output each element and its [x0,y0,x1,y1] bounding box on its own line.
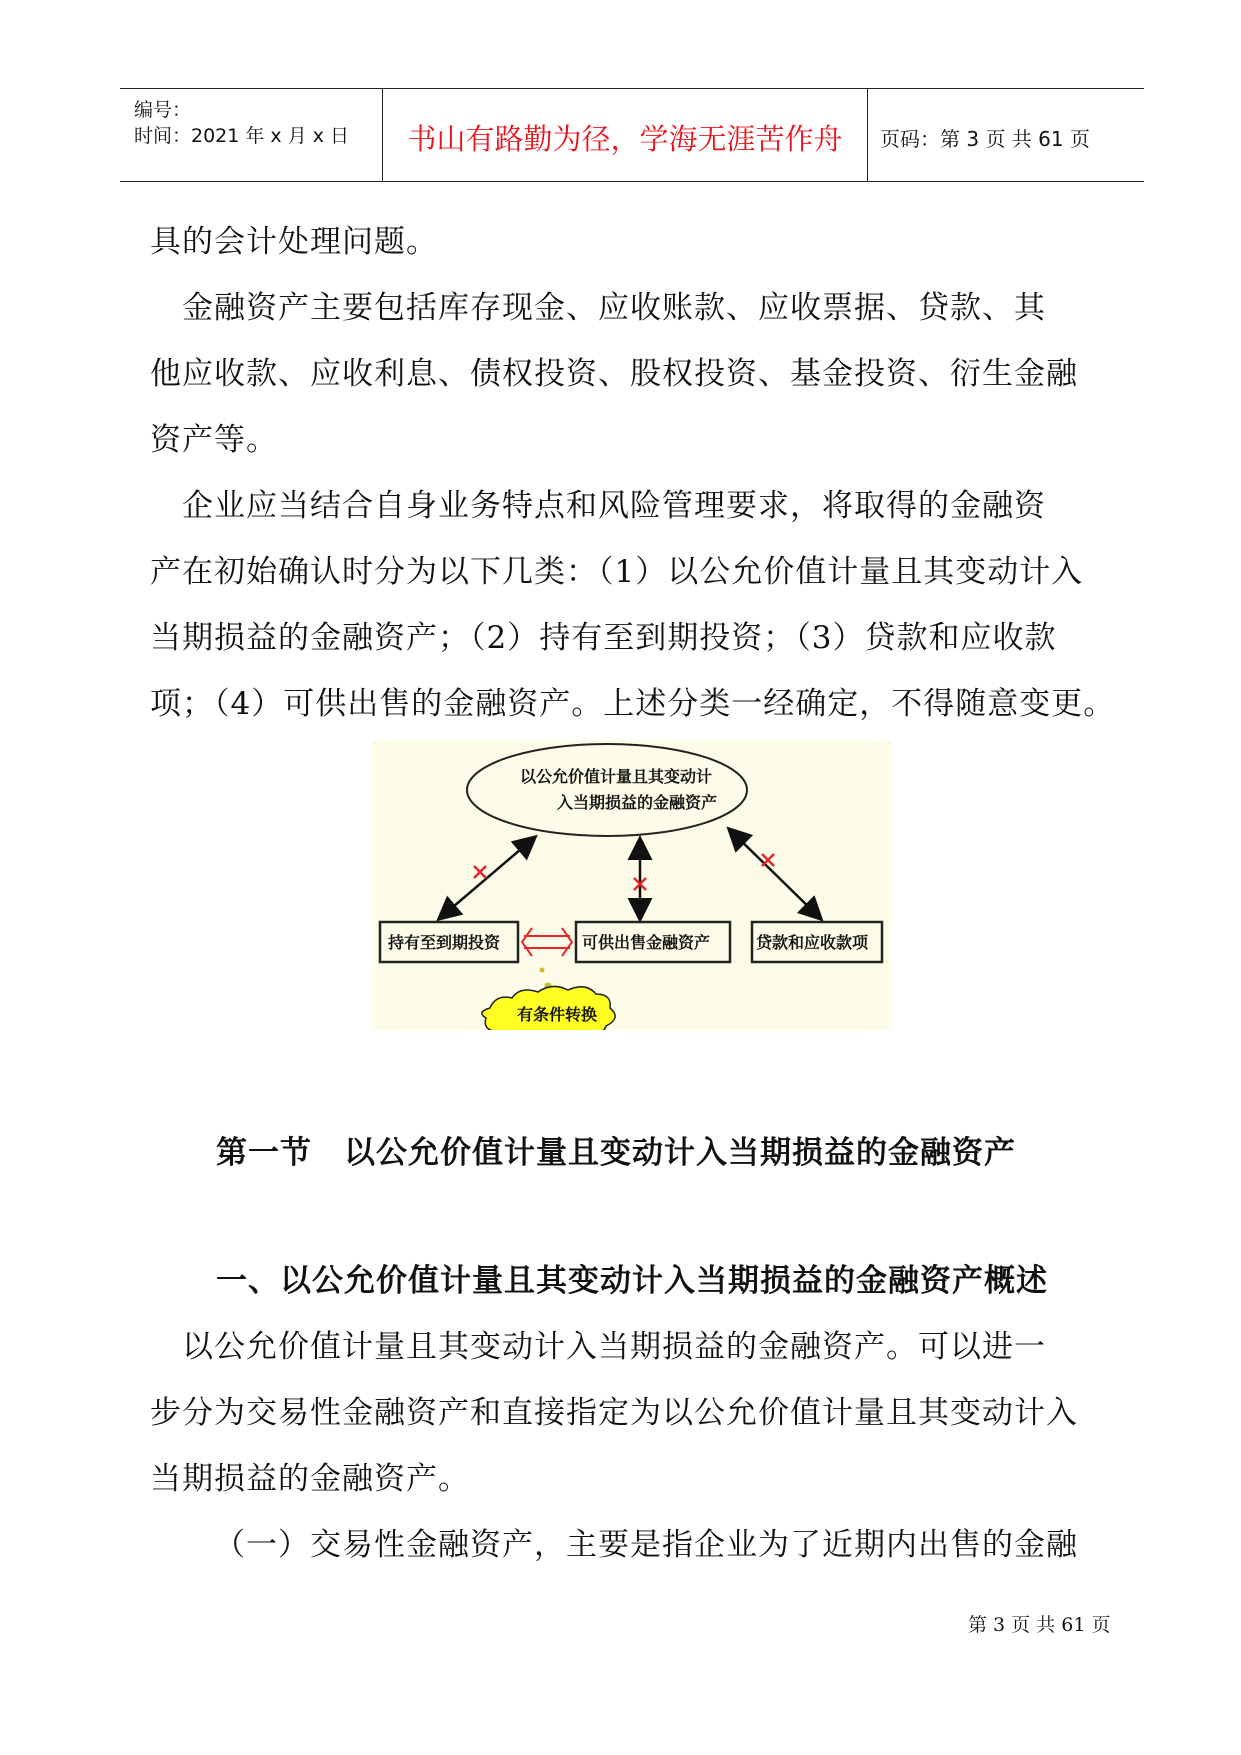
arrow-left [440,838,534,918]
cross-icon-right [762,854,774,866]
header-info-cell [120,89,382,181]
header-page-cell [868,89,1144,181]
body-line: 具的会计处理问题。 [150,224,438,260]
body-line: 产在初始确认时分为以下几类：（1）以公允价值计量且其变动计入 [150,554,1084,590]
date-label: 时间：2021 年 x 月 x 日 [134,125,350,147]
body-line: 他应收款、应收利息、债权投资、股权投资、基金投资、衍生金融 [150,356,1078,392]
cloud-label: 有条件转换 [517,1005,598,1024]
transfer-arrow [522,928,572,956]
body-line: 金融资产主要包括库存现金、应收账款、应收票据、贷款、其 [150,290,1046,326]
subsection-title: 一、以公允价值计量且其变动计入当期损益的金融资产概述 [216,1263,1048,1299]
arrow-right [730,830,820,918]
dot [540,968,545,973]
serial-label: 编号： [134,99,192,121]
body-line: 资产等。 [150,422,278,458]
motto: 书山有路勤为径，学海无涯苦作舟 [407,122,843,156]
header-motto-cell [382,89,868,181]
body-line: 当期损益的金融资产；（2）持有至到期投资；（3）贷款和应收款 [150,620,1057,656]
body-line: （一）交易性金融资产，主要是指企业为了近期内出售的金融 [214,1527,1078,1563]
top-label-1: 以公允价值计量且其变动计 [520,767,713,786]
top-ellipse [467,744,747,836]
box-mid-label: 可供出售金融资产 [582,933,711,952]
body-line: 当期损益的金融资产。 [150,1461,470,1497]
body-line: 步分为交易性金融资产和直接指定为以公允价值计量且其变动计入 [150,1395,1078,1431]
classification-diagram [372,740,892,1030]
cross-icon-left [474,866,486,878]
diagram-svg [372,740,892,1030]
body-line: 企业应当结合自身业务特点和风险管理要求，将取得的金融资 [150,488,1046,524]
top-label-2: 入当期损益的金融资产 [557,793,718,812]
section-title: 第一节 以公允价值计量且变动计入当期损益的金融资产 [216,1135,1016,1171]
page-label: 页码：第 3 页 共 61 页 [880,127,1090,151]
box-left-label: 持有至到期投资 [388,933,501,952]
body-line: 以公允价值计量且其变动计入当期损益的金融资产。可以进一 [150,1329,1046,1365]
box-right-label: 贷款和应收款项 [756,933,869,952]
header-table [120,88,1144,182]
body-line: 项；（4）可供出售的金融资产。上述分类一经确定，不得随意变更。 [150,686,1116,722]
page-footer: 第 3 页 共 61 页 [968,1614,1111,1636]
